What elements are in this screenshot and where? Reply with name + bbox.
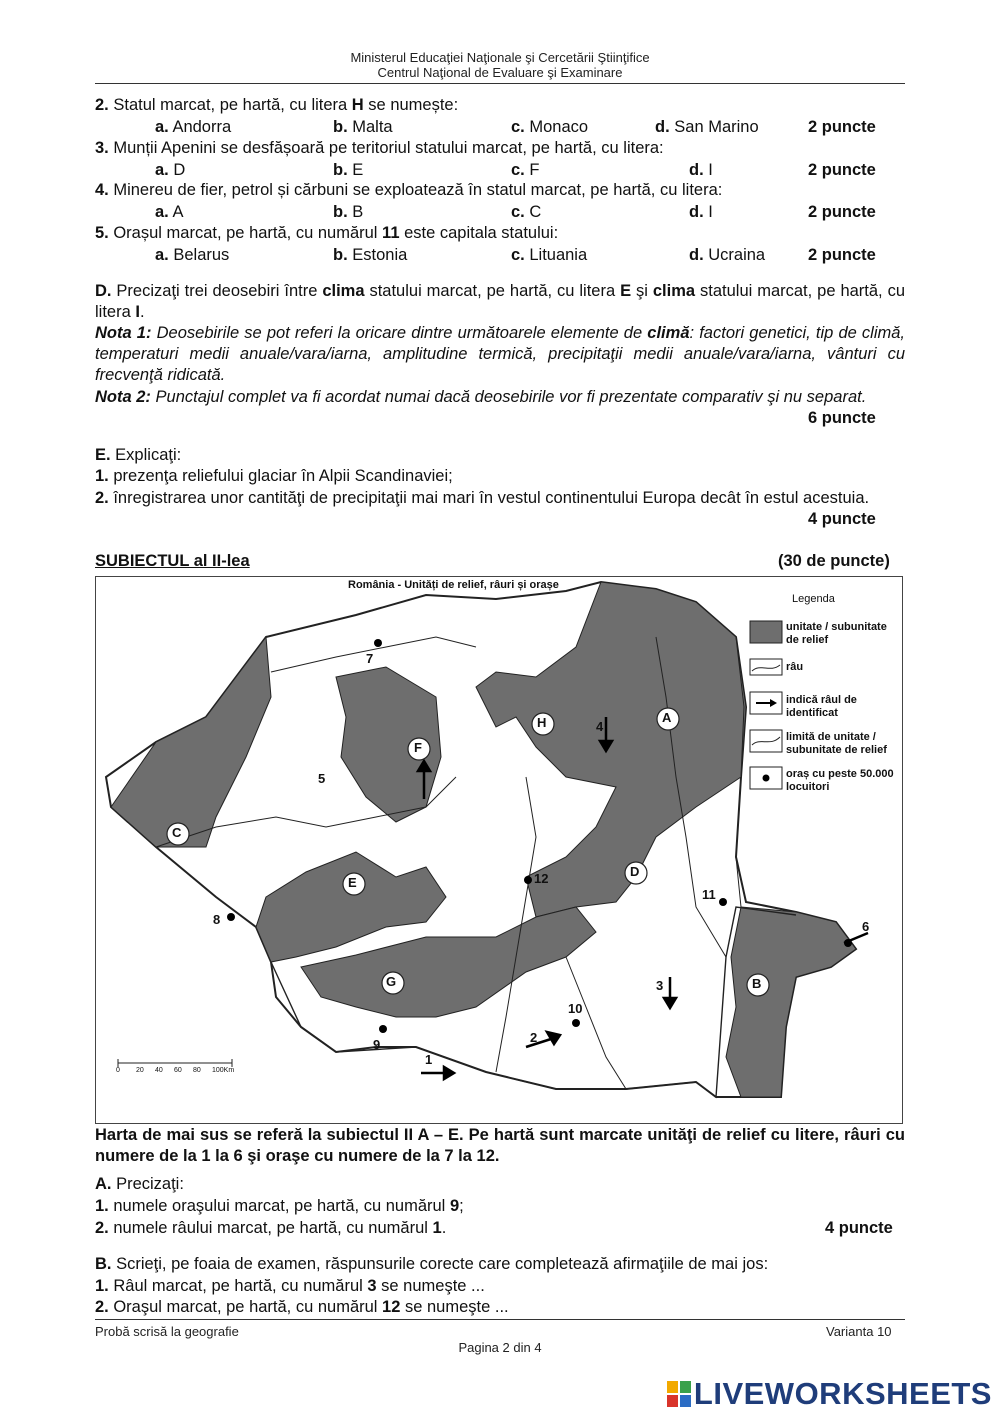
q5-option-c[interactable]: c. Lituania	[511, 246, 588, 264]
section-d-text: D. Precizaţi trei deosebiri între clima statului marcat, pe hartă, cu litera E şi clima statului marcat, pe hartă, cu litera I.	[95, 282, 905, 321]
section-b-item-1: 1. Râul marcat, pe hartă, cu numărul 3 se numeşte ...	[95, 1277, 485, 1295]
legend-item-relief: unitate / subunitate de relief	[786, 621, 887, 646]
unit-label-a: A	[662, 710, 672, 725]
unit-label-f: F	[414, 740, 422, 755]
unit-label-d: D	[630, 864, 640, 879]
q3-option-b[interactable]: b. E	[333, 161, 364, 179]
legend-symbols	[750, 621, 782, 789]
unit-label-g: G	[386, 974, 397, 989]
question-5: 5. Orașul marcat, pe hartă, cu numărul 11 este capitala statului:	[95, 224, 559, 242]
river-label-3: 3	[656, 978, 664, 993]
scale-label-100km: 100Km	[212, 1067, 235, 1074]
romania-relief-map	[95, 576, 903, 1124]
city-label-8: 8	[213, 912, 221, 927]
section-a-points: 4 puncte	[825, 1219, 893, 1237]
section-e-points: 4 puncte	[808, 510, 876, 528]
city-9-dot	[379, 1025, 387, 1033]
question-2: 2. Statul marcat, pe hartă, cu litera H se numește:	[95, 96, 459, 114]
q2-option-d[interactable]: d. San Marino	[655, 118, 759, 136]
header-rule	[95, 83, 905, 84]
scale-label-80: 80	[193, 1067, 201, 1074]
legend-item-arrow: indică râul de identificat	[786, 694, 857, 719]
q3-option-d[interactable]: d. I	[689, 161, 713, 179]
city-label-7: 7	[366, 651, 374, 666]
scale-label-0: 0	[116, 1067, 120, 1074]
section-a-item-1: 1. numele oraşului marcat, pe hartă, cu numărul 9;	[95, 1197, 464, 1215]
river-label-6: 6	[862, 919, 870, 934]
section-a-item-2: 2. numele râului marcat, pe hartă, cu numărul 1.	[95, 1219, 447, 1237]
q5-option-d[interactable]: d. Ucraina	[689, 246, 766, 264]
section-d-nota-1: Nota 1: Deosebirile se pot referi la oricare dintre următoarele elemente de climă: factori genetici, tip de climă, temperaturi medii anuale/vara/iarna, amplitudine termică, precipitaţii medii anuale/vara/iarna, vânturi cu frecvenţă ridicată.	[95, 324, 906, 384]
q2-option-a[interactable]: a. Andorra	[155, 118, 232, 136]
city-label-9: 9	[373, 1037, 381, 1052]
section-b-title: B. Scrieţi, pe foaia de examen, răspunsurile corecte care completează afirmaţiile de mai jos:	[95, 1255, 769, 1273]
relief-unit-dobrogea	[726, 907, 856, 1097]
map-drawing	[96, 577, 902, 1123]
city-7-dot	[374, 639, 382, 647]
river-label-5: 5	[318, 771, 326, 786]
section-d-points: 6 puncte	[808, 409, 876, 427]
q3-option-a[interactable]: a. D	[155, 161, 186, 179]
river-label-1: 1	[425, 1052, 433, 1067]
section-e-item-1: 1. prezenţa reliefului glaciar în Alpii Scandinaviei;	[95, 467, 453, 485]
q2-option-c[interactable]: c. Monaco	[511, 118, 589, 136]
legend-item-city: oraș cu peste 50.000 locuitori	[786, 768, 894, 793]
q4-points: 2 puncte	[808, 203, 876, 221]
legend-item-limit: limită de unitate / subunitate de relief	[786, 731, 887, 756]
section-d-nota-2: Nota 2: Punctajul complet va fi acordat numai dacă deosebirile vor fi prezentate comparativ şi nu separat.	[95, 388, 867, 406]
question-4: 4. Minereu de fier, petrol și cărbuni se exploatează în statul marcat, pe hartă, cu litera:	[95, 181, 723, 199]
legend-item-river: râu	[786, 661, 804, 673]
river-label-2: 2	[530, 1030, 538, 1045]
liveworksheets-icon	[667, 1381, 691, 1407]
city-label-11: 11	[702, 887, 716, 902]
subject-2-title: SUBIECTUL al II-lea	[95, 552, 250, 570]
unit-label-e: E	[348, 875, 357, 890]
section-e-title: E. Explicaţi:	[95, 446, 182, 464]
city-12-dot	[524, 876, 532, 884]
question-3: 3. Munții Apenini se desfășoară pe teritoriul statului marcat, pe hartă, cu litera:	[95, 139, 664, 157]
footer-page: Pagina 2 din 4	[458, 1340, 542, 1355]
subject-2-points: (30 de puncte)	[778, 552, 890, 570]
q3-points: 2 puncte	[808, 161, 876, 179]
q4-option-c[interactable]: c. C	[511, 203, 542, 221]
q3-option-c[interactable]: c. F	[511, 161, 540, 179]
q4-option-b[interactable]: b. B	[333, 203, 364, 221]
footer-right: Varianta 10	[826, 1324, 892, 1339]
map-caption: Harta de mai sus se referă la subiectul II A – E. Pe hartă sunt marcate unităţi de relief cu litere, râuri cu numere de la 1 la 6 şi oraşe cu numere de la 7 la 12.	[95, 1126, 905, 1165]
footer-rule	[95, 1319, 905, 1320]
q2-points: 2 puncte	[808, 118, 876, 136]
scale-label-20: 20	[136, 1067, 144, 1074]
river-label-4: 4	[596, 719, 604, 734]
liveworksheets-logo: LIVEWORKSHEETS	[667, 1376, 992, 1412]
map-title: România - Unități de relief, râuri și orașe	[348, 579, 559, 591]
q5-option-a[interactable]: a. Belarus	[155, 246, 230, 264]
footer-left: Probă scrisă la geografie	[95, 1324, 239, 1339]
header-line-2: Centrul Naţional de Evaluare şi Examinare	[377, 65, 623, 80]
q5-option-b[interactable]: b. Estonia	[333, 246, 408, 264]
city-6-dot	[844, 939, 852, 947]
q4-option-a[interactable]: a. A	[155, 203, 184, 221]
section-b-item-2: 2. Oraşul marcat, pe hartă, cu numărul 12 se numeşte ...	[95, 1298, 509, 1316]
q2-option-b[interactable]: b. Malta	[333, 118, 393, 136]
section-e-item-2: 2. înregistrarea unor cantităţi de precipitaţii mai mari în vestul continentului Europa decât în estul acestuia.	[95, 489, 870, 507]
scale-bar	[118, 1059, 232, 1067]
unit-label-h: H	[537, 715, 547, 730]
city-label-10: 10	[568, 1001, 583, 1016]
city-10-dot	[572, 1019, 580, 1027]
legend-title: Legenda	[792, 593, 835, 605]
q4-option-d[interactable]: d. I	[689, 203, 713, 221]
unit-label-b: B	[752, 976, 762, 991]
unit-label-c: C	[172, 825, 182, 840]
city-label-12: 12	[534, 871, 549, 886]
scale-label-40: 40	[155, 1067, 163, 1074]
scale-label-60: 60	[174, 1067, 182, 1074]
city-11-dot	[719, 898, 727, 906]
section-a-title: A. Precizaţi:	[95, 1175, 184, 1193]
header-line-1: Ministerul Educaţiei Naţionale şi Cercetării Ştiinţifice	[350, 50, 650, 65]
city-8-dot	[227, 913, 235, 921]
q5-points: 2 puncte	[808, 246, 876, 264]
